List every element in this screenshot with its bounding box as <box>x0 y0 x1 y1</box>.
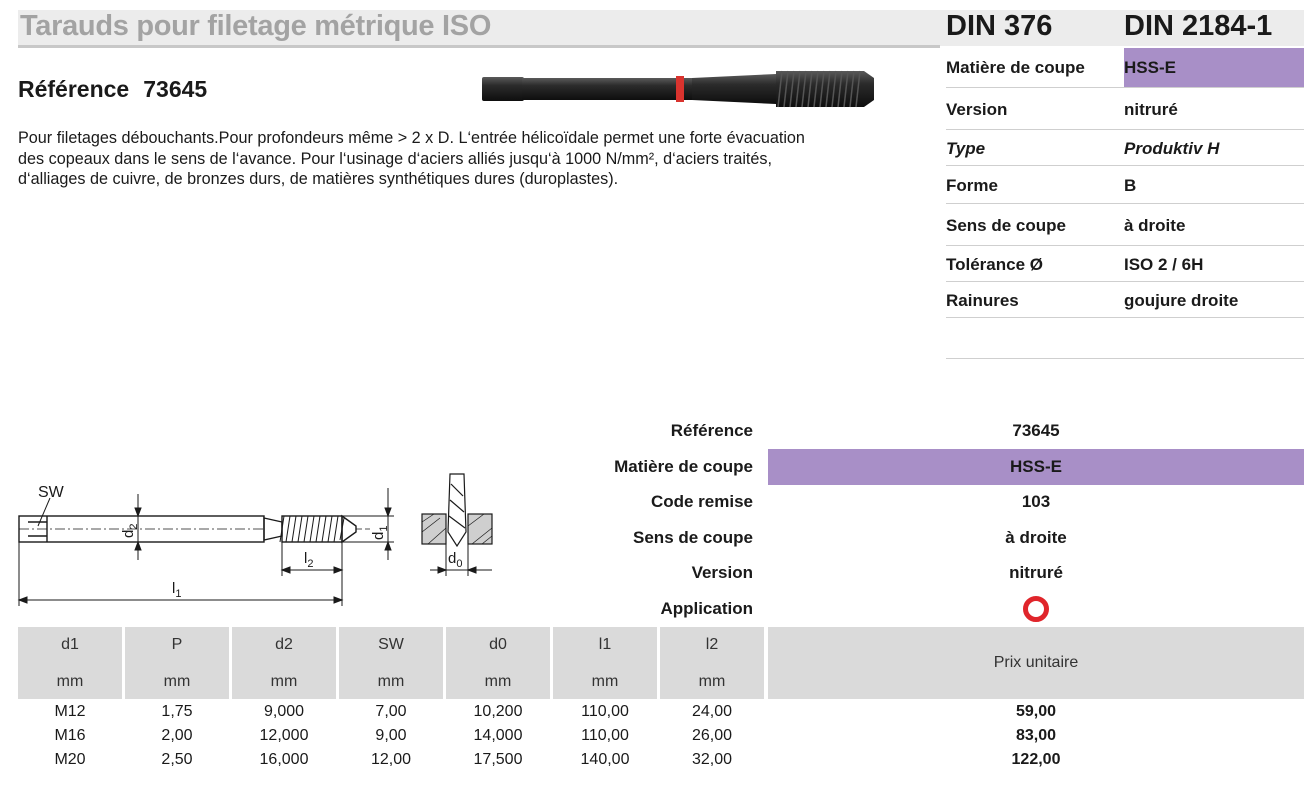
col-header-l2: l2 mm <box>660 627 764 699</box>
spec-row-type: Type Produktiv H <box>946 132 1304 166</box>
summary-row-reference: Référence 73645 <box>670 420 1060 440</box>
summary-row-application: Application <box>440 591 1304 627</box>
col-header-l1: l1 mm <box>553 627 657 699</box>
table-row: M20 2,50 16,000 12,00 17,500 140,00 32,00 122,00 <box>54 751 1061 768</box>
spec-row-flutes: Rainures goujure droite <box>946 284 1304 318</box>
drawing-label-d1: $d_1$ <box>370 525 390 540</box>
tap-product-image <box>478 66 880 112</box>
red-ring-icon <box>1023 596 1049 622</box>
summary-row-discount-code: Code remise 103 <box>650 491 1051 511</box>
reference-number: 73645 <box>143 76 208 102</box>
col-header-sw: SW mm <box>339 627 443 699</box>
spec-row-form: Forme B <box>946 168 1304 204</box>
page-title: Tarauds pour filetage métrique ISO <box>20 10 492 42</box>
drawing-label-sw: SW <box>38 484 64 501</box>
summary-row-cutting-direction: Sens de coupe à droite <box>633 527 1067 547</box>
col-header-p: P mm <box>125 627 229 699</box>
spec-row-material: Matière de coupe HSS-E <box>946 48 1304 88</box>
dimensions-table-header <box>18 627 1304 699</box>
spec-row-version: Version nitruré <box>946 90 1304 130</box>
col-header-d0: d0 mm <box>446 627 550 699</box>
drawing-label-d0: $d_0$ <box>448 550 463 570</box>
title-underline <box>18 45 940 48</box>
reference-heading <box>18 76 207 103</box>
table-row: M16 2,00 12,000 9,00 14,000 110,00 26,00 83,00 <box>54 727 1057 744</box>
col-header-price: Prix unitaire <box>768 627 1304 699</box>
product-description: Pour filetages débouchants.Pour profondeurs même > 2 x D. L‘entrée hélicoïdale permet une forte évacuation des copeaux dans le sens de l‘avance. Pour l‘usinage d‘aciers alliés jusqu‘à 1000 N/mm², d‘aciers traités, d‘alliages de cuivre, de bronzes durs, de matières synthétiques dures (duroplastes). <box>18 129 805 188</box>
tap-technical-drawing <box>14 470 494 610</box>
col-header-d1: d1 mm <box>18 627 122 699</box>
drawing-label-l2: $l_2$ <box>304 550 314 570</box>
col-header-d2: d2 mm <box>232 627 336 699</box>
summary-row-material: Matière de coupe HSS-E <box>440 449 1304 485</box>
reference-label: Référence <box>18 76 130 102</box>
drawing-label-d2: $d_2$ <box>120 523 140 538</box>
table-row: M12 1,75 9,000 7,00 10,200 110,00 24,00 59,00 <box>54 703 1057 720</box>
spec-row-cutting-direction: Sens de coupe à droite <box>946 206 1304 246</box>
summary-row-version: Version nitruré <box>691 562 1063 582</box>
din-standard-2: DIN 2184-1 <box>1124 10 1273 42</box>
drawing-label-l1: $l_1$ <box>172 580 182 600</box>
spec-row-tolerance: Tolérance Ø ISO 2 / 6H <box>946 248 1304 282</box>
spec-divider <box>946 358 1304 359</box>
din-standard-1: DIN 376 <box>946 10 1053 42</box>
